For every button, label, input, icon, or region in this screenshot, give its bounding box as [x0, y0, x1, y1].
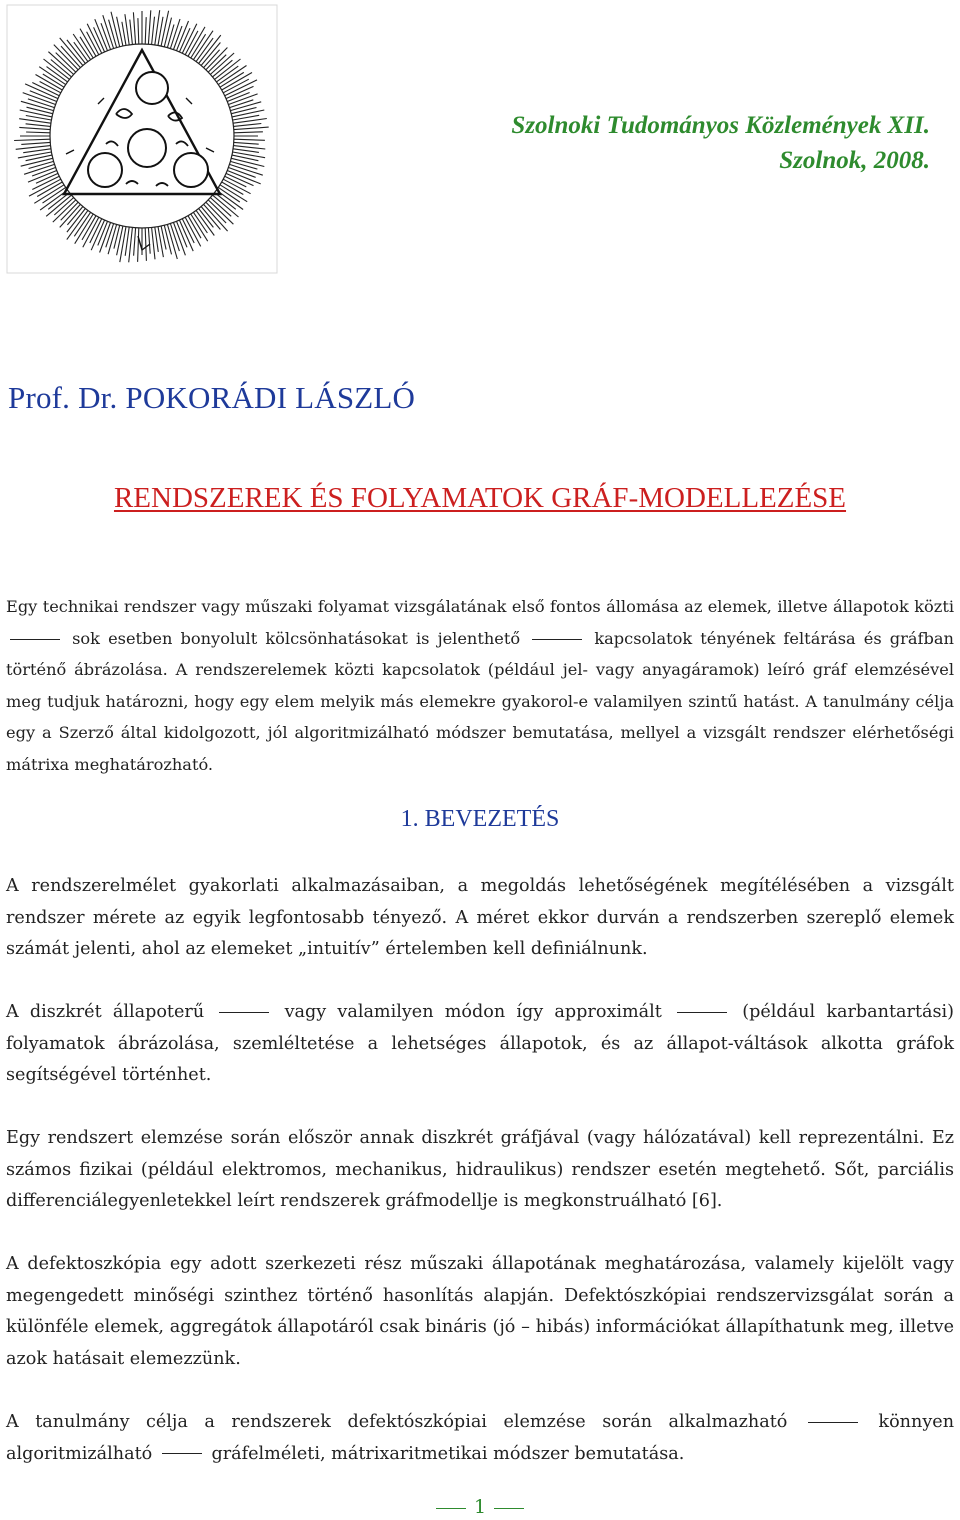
- abstract-text-1: Egy technikai rendszer vagy műszaki folyamat vizsgálatának első fontos állomása az elemek, illetve állapotok közti: [6, 597, 954, 616]
- em-dash: [808, 1422, 858, 1423]
- body-paragraph-5: A tanulmány célja a rendszerek defektószkópiai elemzése során alkalmazható könnyen algoritmizálható gráfelméleti, mátrixaritmetikai módszer bemutatása.: [6, 1412, 955, 1464]
- abstract-text-2: sok esetben bonyolult kölcsönhatásokat is jelenthető: [72, 628, 521, 648]
- journal-header: [511, 108, 930, 178]
- journal-place-year: Szolnok, 2008.: [779, 147, 930, 174]
- section-heading: 1. BEVEZETÉS: [400, 806, 560, 832]
- em-dash: [10, 639, 60, 640]
- em-dash: [219, 1012, 269, 1013]
- body-paragraph-4: A defektoszkópia egy adott szerkezeti rész műszaki állapotának meghatározása, valamely kijelölt vagy megengedett minőségi szinthez történő hasonlítás alapján. Defektószkópiai rendszervizsgálat során a különféle elemek, aggregátok állapotáról csak bináris (jó – hibás) információkat állapíthatunk meg, illetve azok hatásait elemezzünk.: [6, 1254, 954, 1369]
- em-dash: [162, 1453, 202, 1454]
- em-dash: [532, 639, 582, 640]
- author-name: Prof. Dr. POKORÁDI LÁSZLÓ: [8, 380, 416, 415]
- page-number-dash: [494, 1508, 524, 1509]
- page-number: 1: [0, 1496, 960, 1518]
- em-dash: [677, 1012, 727, 1013]
- journal-name: Szolnoki Tudományos Közlemények XII.: [511, 112, 930, 139]
- journal-logo: [6, 4, 278, 274]
- body-paragraph-3: Egy rendszert elemzése során először annak diszkrét gráfjával (vagy hálózatával) kell reprezentálni. Ez számos fizikai (például elektromos, mechanikus, hidraulikus) rendszer esetén megtehető. Sőt, parciális differenciálegyenletekkel leírt rendszerek gráfmodellje is megkonstruálható [6].: [6, 1128, 954, 1212]
- paper-title: RENDSZEREK ÉS FOLYAMATOK GRÁF-MODELLEZÉSE: [113, 482, 847, 514]
- page-number-dash: [436, 1508, 466, 1509]
- body-paragraph-2: A diszkrét állapoterű vagy valamilyen módon így approximált (például karbantartási) folyamatok ábrázolása, szemléltetése a lehetséges állapotok, és az állapot-váltások alkotta gráfok segítségével történhet.: [6, 1002, 955, 1086]
- abstract-text-3: kapcsolatok tényének feltárása és gráfban történő ábrázolása. A rendszerelemek közti kapcsolatok (például jel- vagy anyagáramok) leíró gráf elemzésével meg tudjuk határozni, hogy egy elem melyik más elemekre gyakorol-e valamilyen szintű hatást. A tanulmány célja egy a Szerző által kidolgozott, jól algoritmizálható módszer bemutatása, mellyel a vizsgált rendszer elérhetőségi mátrixa meghatározható.: [6, 628, 954, 774]
- abstract: [6, 591, 954, 780]
- body-paragraph-1: A rendszerelmélet gyakorlati alkalmazásaiban, a megoldás lehetőségének megítélésében a vizsgált rendszer mérete az egyik legfontosabb tényező. A méret ekkor durván a rendszerben szereplő elemek számát jelenti, ahol az elemeket „intuitív” értelemben kell definiálnunk.: [6, 876, 954, 960]
